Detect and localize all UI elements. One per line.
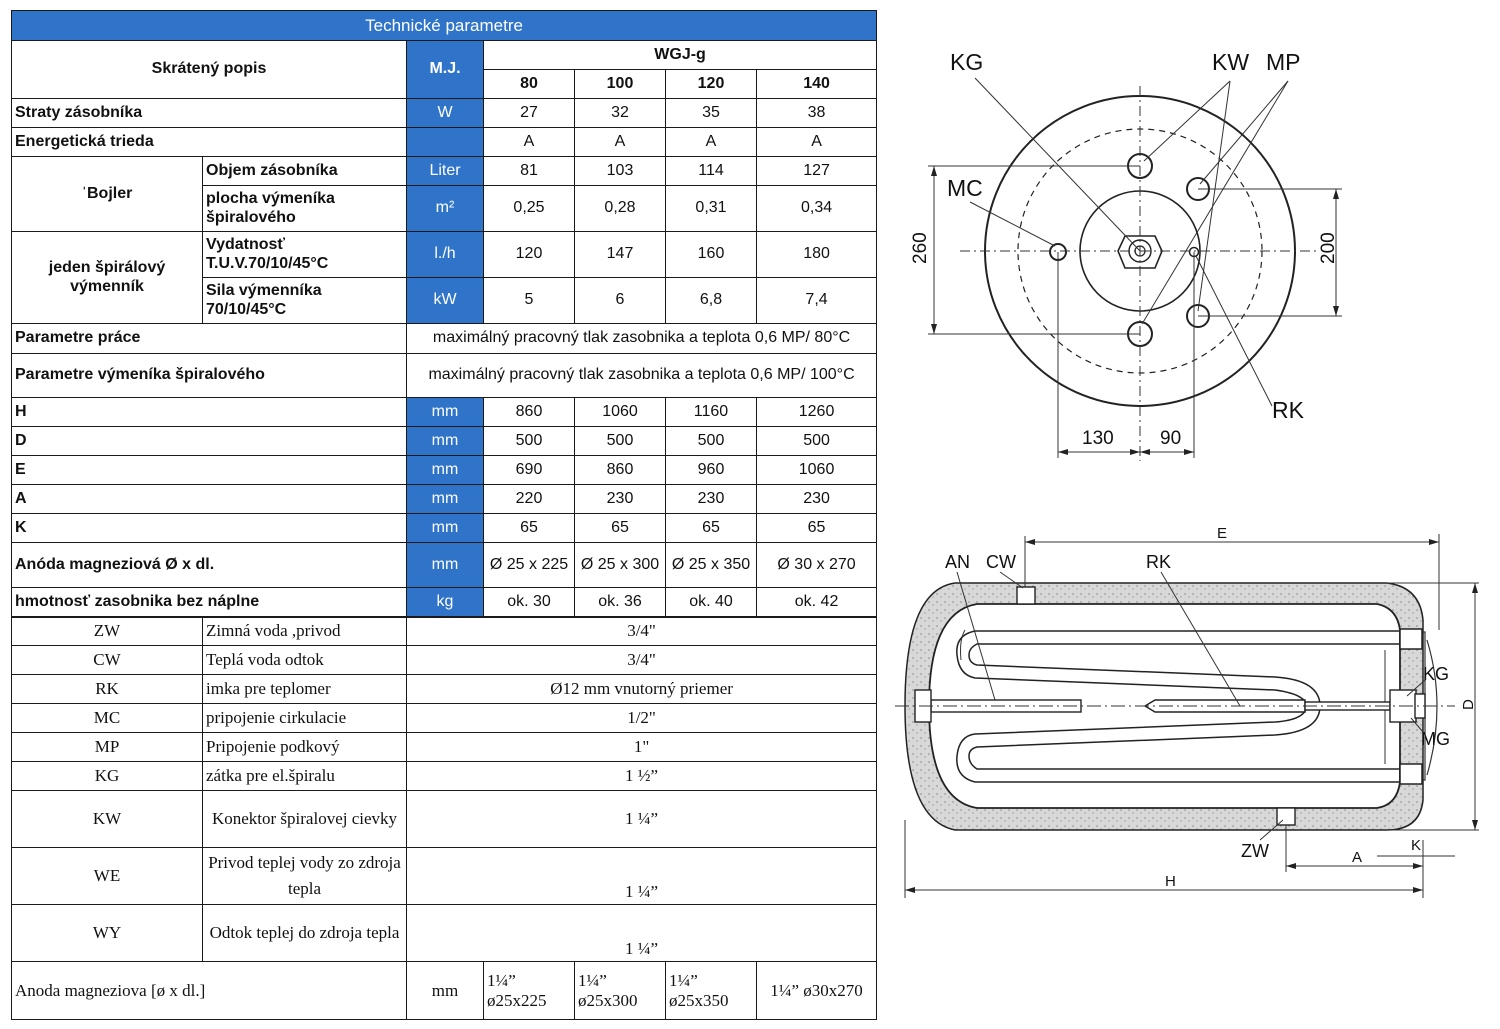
row-unit: mm — [407, 514, 484, 543]
connection-value: 1/2" — [407, 704, 877, 733]
cw-port-stub — [1017, 587, 1035, 604]
cell-value: 500 — [666, 427, 757, 456]
anode-dim: ø25x225 — [487, 990, 547, 1010]
cell-value: 65 — [575, 514, 666, 543]
arrow-head — [1333, 306, 1339, 316]
cell-value: Ø 25 x 350 — [666, 543, 757, 588]
cell-value: 860 — [575, 456, 666, 485]
row-label: Parametre práce — [12, 324, 407, 354]
arrow-head — [1413, 863, 1423, 869]
anode-dim: ø25x350 — [669, 990, 729, 1010]
header-model: WGJ-g — [484, 41, 877, 70]
anode-thread: 1¼” — [578, 970, 607, 990]
label-kg: KG — [1423, 664, 1450, 684]
arrow-head — [1184, 449, 1194, 455]
connection-desc: Teplá voda odtok — [203, 646, 407, 675]
row-unit: mm — [407, 543, 484, 588]
row-label: hmotnosť zasobnika bez náplne — [12, 588, 407, 617]
cell-value: 860 — [484, 398, 575, 427]
cell-value: 65 — [757, 514, 877, 543]
dim-260-label: 260 — [910, 232, 931, 264]
coil-inlet-stub — [1400, 629, 1422, 649]
cell-value: 65 — [666, 514, 757, 543]
cell-value: 38 — [757, 99, 877, 128]
row-unit: W — [407, 99, 484, 128]
connection-value: 1" — [407, 733, 877, 762]
arrow-head — [1472, 820, 1478, 830]
connection-desc: Pripojenie podkový — [203, 733, 407, 762]
arrow-head — [1058, 449, 1068, 455]
connection-value: 1 ¼” — [407, 848, 877, 905]
dim-a-label: A — [1352, 849, 1363, 866]
group-label: ˈBojler — [12, 157, 203, 232]
cell-value: A — [484, 128, 575, 157]
connection-code: WY — [12, 905, 203, 962]
label-kg: KG — [950, 49, 984, 75]
label-an: AN — [945, 552, 971, 572]
header-description: Skrátený popis — [12, 41, 407, 99]
connection-value: Ø12 mm vnutorný priemer — [407, 675, 877, 704]
leader-kw — [1144, 81, 1230, 161]
row-unit: mm — [407, 427, 484, 456]
cell-value: Ø 25 x 300 — [575, 543, 666, 588]
connection-desc: Odtok teplej do zdroja tepla — [203, 905, 407, 962]
cell-value: A — [575, 128, 666, 157]
arrow-head — [931, 324, 937, 334]
arrow-head — [1025, 539, 1035, 545]
cell-value: ok. 40 — [666, 588, 757, 617]
row-label: H — [12, 398, 407, 427]
row-label: Parametre výmeníka špiralového — [12, 354, 407, 398]
leader-rk — [1196, 256, 1272, 406]
arrow-head — [905, 887, 915, 893]
cell-value: 160 — [666, 232, 757, 278]
row-unit: kW — [407, 278, 484, 324]
arrow-head — [1413, 887, 1423, 893]
row-label: K — [12, 514, 407, 543]
row-unit: mm — [407, 456, 484, 485]
cell-value: 230 — [757, 485, 877, 514]
connection-desc: Konektor špiralovej cievky — [203, 791, 407, 848]
dim-h-label: H — [1165, 873, 1176, 890]
arrow-head — [1130, 449, 1140, 455]
label-rk: RK — [1272, 397, 1304, 423]
cell-value: 220 — [484, 485, 575, 514]
cell-value: 81 — [484, 157, 575, 186]
row-label: Anóda magneziová Ø x dl. — [12, 543, 407, 588]
connection-value: 1 ½” — [407, 762, 877, 791]
arrow-head — [1429, 539, 1439, 545]
anode-size-cell — [666, 962, 757, 1020]
technical-parameters-table — [11, 10, 877, 1020]
dim-200-label: 200 — [1318, 232, 1339, 264]
row-unit: mm — [407, 398, 484, 427]
cell-value: ok. 30 — [484, 588, 575, 617]
label-mg: MG — [1421, 729, 1450, 749]
row-unit — [407, 128, 484, 157]
cell-value: 1260 — [757, 398, 877, 427]
row-unit: Liter — [407, 157, 484, 186]
row-label: Straty zásobníka — [12, 99, 407, 128]
row-unit: mm — [407, 962, 484, 1020]
leader-kg — [975, 78, 1140, 251]
connection-value: 3/4" — [407, 646, 877, 675]
connection-code: KG — [12, 762, 203, 791]
row-label: Objem zásobníka — [203, 157, 407, 186]
cell-value: 0,25 — [484, 186, 575, 232]
cell-value: 6,8 — [666, 278, 757, 324]
cell-value: 230 — [666, 485, 757, 514]
arrow-head — [1140, 449, 1150, 455]
connection-code: RK — [12, 675, 203, 704]
cell-value: 960 — [666, 456, 757, 485]
row-label: plocha výmeníka špiralového — [203, 186, 407, 232]
table-title: Technické parametre — [12, 11, 877, 41]
connection-code: WE — [12, 848, 203, 905]
leader-mp2 — [1142, 81, 1288, 324]
cell-value: 500 — [757, 427, 877, 456]
connection-value: 1 ¼” — [407, 791, 877, 848]
end-cap-curve — [1427, 640, 1437, 775]
connection-desc: Privod teplej vody zo zdroja tepla — [203, 848, 407, 905]
label-rk: RK — [1146, 552, 1172, 572]
cell-value: 6 — [575, 278, 666, 324]
cell-value: 103 — [575, 157, 666, 186]
anode-thread: 1¼” — [669, 970, 698, 990]
cell-value: 65 — [484, 514, 575, 543]
connection-code: MP — [12, 733, 203, 762]
coil-outlet-stub — [1400, 764, 1422, 784]
cell-value: 127 — [757, 157, 877, 186]
dim-k-label: K — [1411, 837, 1422, 854]
row-unit: mm — [407, 485, 484, 514]
row-label: Vydatnosť T.U.V.70/10/45°C — [203, 232, 407, 278]
connection-code: CW — [12, 646, 203, 675]
cell-value: 1160 — [666, 398, 757, 427]
arrow-head — [1286, 863, 1296, 869]
cell-value: 32 — [575, 99, 666, 128]
cell-value: ok. 42 — [757, 588, 877, 617]
leader-mc — [970, 202, 1055, 246]
connection-code: ZW — [12, 617, 203, 646]
cell-value: 180 — [757, 232, 877, 278]
row-label: E — [12, 456, 407, 485]
cell-value: A — [666, 128, 757, 157]
dim-90-label: 90 — [1160, 428, 1182, 449]
row-label: Energetická trieda — [12, 128, 407, 157]
row-unit: kg — [407, 588, 484, 617]
cell-value: ok. 36 — [575, 588, 666, 617]
cell-value: 114 — [666, 157, 757, 186]
tank-side-section-drawing — [895, 520, 1475, 900]
connection-code: KW — [12, 791, 203, 848]
connection-desc: pripojenie cirkulacie — [203, 704, 407, 733]
label-mc: MC — [947, 175, 983, 201]
cell-value: 1060 — [757, 456, 877, 485]
dim-130-label: 130 — [1082, 428, 1114, 449]
anode-size-cell: 1¼” ø30x270 — [757, 962, 877, 1020]
tank-top-view-drawing — [900, 6, 1340, 466]
cell-value: 27 — [484, 99, 575, 128]
arrow-head — [931, 166, 937, 176]
label-zw: ZW — [1241, 841, 1269, 861]
cell-value: 120 — [484, 232, 575, 278]
cell-value: 230 — [575, 485, 666, 514]
cell-value: 1060 — [575, 398, 666, 427]
label-kw: KW — [1212, 49, 1250, 75]
cell-value: 35 — [666, 99, 757, 128]
cell-value: maximálný pracovný tlak zasobnika a teplota 0,6 MP/ 100°C — [407, 354, 877, 398]
cell-value: A — [757, 128, 877, 157]
cell-value: 7,4 — [757, 278, 877, 324]
connection-value: 1 ¼” — [407, 905, 877, 962]
group-label: jeden špirálový výmenník — [12, 232, 203, 324]
label-mp: MP — [1266, 49, 1301, 75]
connection-value: 3/4" — [407, 617, 877, 646]
cell-value: 147 — [575, 232, 666, 278]
arrow-head — [1333, 189, 1339, 199]
header-size: 80 — [484, 70, 575, 99]
cell-value: 0,31 — [666, 186, 757, 232]
header-unit: M.J. — [407, 41, 484, 99]
header-size: 120 — [666, 70, 757, 99]
connection-code: MC — [12, 704, 203, 733]
row-label: Sila výmenníka 70/10/45°C — [203, 278, 407, 324]
header-size: 100 — [575, 70, 666, 99]
cell-value: 5 — [484, 278, 575, 324]
dim-e-label: E — [1217, 525, 1228, 542]
cell-value: 500 — [575, 427, 666, 456]
row-unit: l./h — [407, 232, 484, 278]
connection-desc: imka pre teplomer — [203, 675, 407, 704]
row-label: A — [12, 485, 407, 514]
cell-value: Ø 30 x 270 — [757, 543, 877, 588]
cell-value: 690 — [484, 456, 575, 485]
row-unit: m² — [407, 186, 484, 232]
label-cw: CW — [986, 552, 1016, 572]
cell-value: 0,34 — [757, 186, 877, 232]
cell-value: 500 — [484, 427, 575, 456]
connection-desc: zátka pre el.špiralu — [203, 762, 407, 791]
cell-value: 0,28 — [575, 186, 666, 232]
row-label: D — [12, 427, 407, 456]
dim-d-label: D — [1460, 699, 1477, 710]
connection-desc: Zimná voda ,privod — [203, 617, 407, 646]
row-label: Anoda magneziova [ø x dl.] — [12, 962, 407, 1020]
cell-value: maximálný pracovný tlak zasobnika a teplota 0,6 MP/ 80°C — [407, 324, 877, 354]
cell-value: Ø 25 x 225 — [484, 543, 575, 588]
anode-size-cell — [575, 962, 666, 1020]
anode-thread: 1¼” — [487, 970, 516, 990]
anode-dim: ø25x300 — [578, 990, 638, 1010]
arrow-head — [1472, 583, 1478, 593]
header-size: 140 — [757, 70, 877, 99]
anode-size-cell — [484, 962, 575, 1020]
